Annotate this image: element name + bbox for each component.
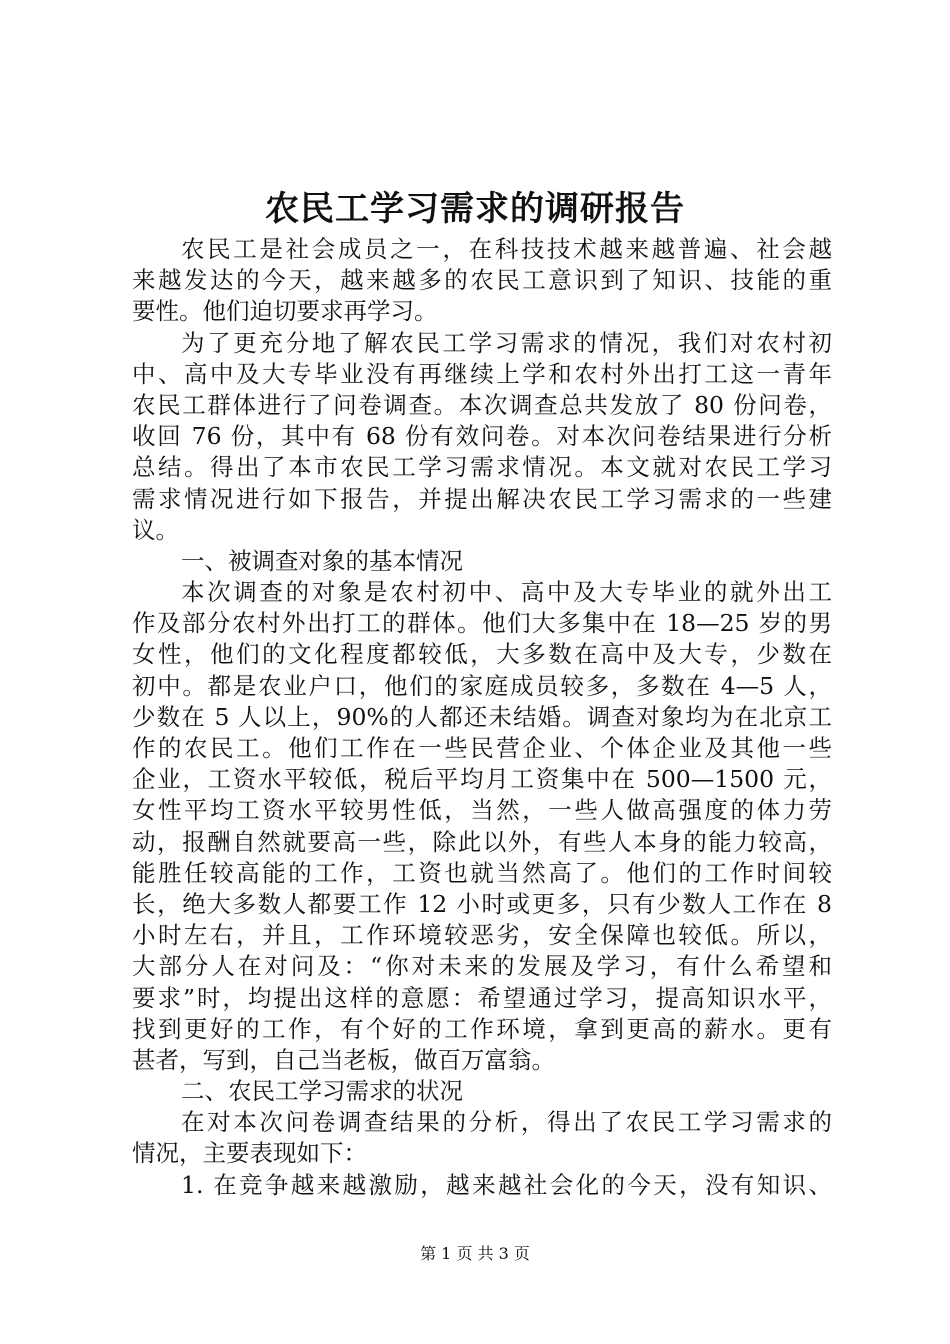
paragraph-line: 甚者，写到，自己当老板，做百万富翁。: [132, 1045, 555, 1074]
document-body: [132, 234, 832, 1201]
paragraph-line: 大部分人在对问及：“你对未来的发展及学习，有什么希望和: [132, 952, 832, 981]
paragraph-line: 作及部分农村外出打工的群体。他们大多集中在 18—25 岁的男: [132, 609, 832, 638]
paragraph-line: 找到更好的工作，有个好的工作环境，拿到更高的薪水。更有: [132, 1014, 832, 1043]
paragraph-line: 少数在 5 人以上，90%的人都还未结婚。调查对象均为在北京工: [132, 702, 832, 731]
paragraph-line: 在对本次问卷调查结果的分析，得出了农民工学习需求的: [181, 1108, 832, 1137]
document-title: 农民工学习需求的调研报告: [265, 189, 685, 229]
paragraph-line: 总结。得出了本市农民工学习需求情况。本文就对农民工学习: [132, 453, 832, 482]
paragraph-line: 需求情况进行如下报告，并提出解决农民工学习需求的一些建: [132, 484, 832, 513]
paragraph-line: 为了更充分地了解农民工学习需求的情况，我们对农村初: [181, 328, 832, 357]
paragraph-line: 农民工群体进行了问卷调查。本次调查总共发放了 80 份问卷，: [132, 390, 832, 419]
paragraph-line: 议。: [132, 515, 179, 544]
paragraph-line: 要性。他们迫切要求再学习。: [132, 297, 438, 326]
paragraph-line: 女性，他们的文化程度都较低，大多数在高中及大专，少数在: [132, 640, 832, 669]
paragraph-line: 女性平均工资水平较男性低，当然，一些人做高强度的体力劳: [132, 796, 832, 825]
section-heading: 二、农民工学习需求的状况: [181, 1077, 463, 1106]
page-number-footer: 第 1 页 共 3 页: [420, 1244, 530, 1263]
paragraph-line: 农民工是社会成员之一，在科技技术越来越普遍、社会越: [181, 235, 832, 263]
paragraph-line: 中、高中及大专毕业没有再继续上学和农村外出打工这一青年: [132, 359, 832, 388]
paragraph-line: 小时左右，并且，工作环境较恶劣，安全保障也较低。所以，: [132, 921, 832, 950]
paragraph-line: 要求”时，均提出这样的意愿：希望通过学习，提高知识水平，: [132, 983, 832, 1012]
paragraph-line: 初中。都是农业户口，他们的家庭成员较多，多数在 4—5 人，: [132, 671, 832, 700]
paragraph-line: 能胜任较高能的工作，工资也就当然高了。他们的工作时间较: [132, 858, 832, 887]
section-heading: 一、被调查对象的基本情况: [181, 546, 463, 575]
paragraph-line: 收回 76 份，其中有 68 份有效问卷。对本次问卷结果进行分析: [132, 422, 832, 451]
paragraph-line: 情况，主要表现如下：: [132, 1139, 367, 1168]
paragraph-line: 1. 在竞争越来越激励，越来越社会化的今天，没有知识、: [181, 1170, 832, 1199]
paragraph-line: 长，绝大多数人都要工作 12 小时或更多，只有少数人工作在 8: [132, 889, 832, 918]
paragraph-line: 动，报酬自然就要高一些，除此以外，有些人本身的能力较高，: [132, 827, 832, 856]
paragraph-line: 企业，工资水平较低，税后平均月工资集中在 500—1500 元，: [132, 765, 832, 794]
paragraph-line: 本次调查的对象是农村初中、高中及大专毕业的就外出工: [181, 578, 832, 607]
paragraph-line: 来越发达的今天，越来越多的农民工意识到了知识、技能的重: [132, 266, 832, 295]
paragraph-line: 作的农民工。他们工作在一些民营企业、个体企业及其他一些: [132, 734, 832, 762]
